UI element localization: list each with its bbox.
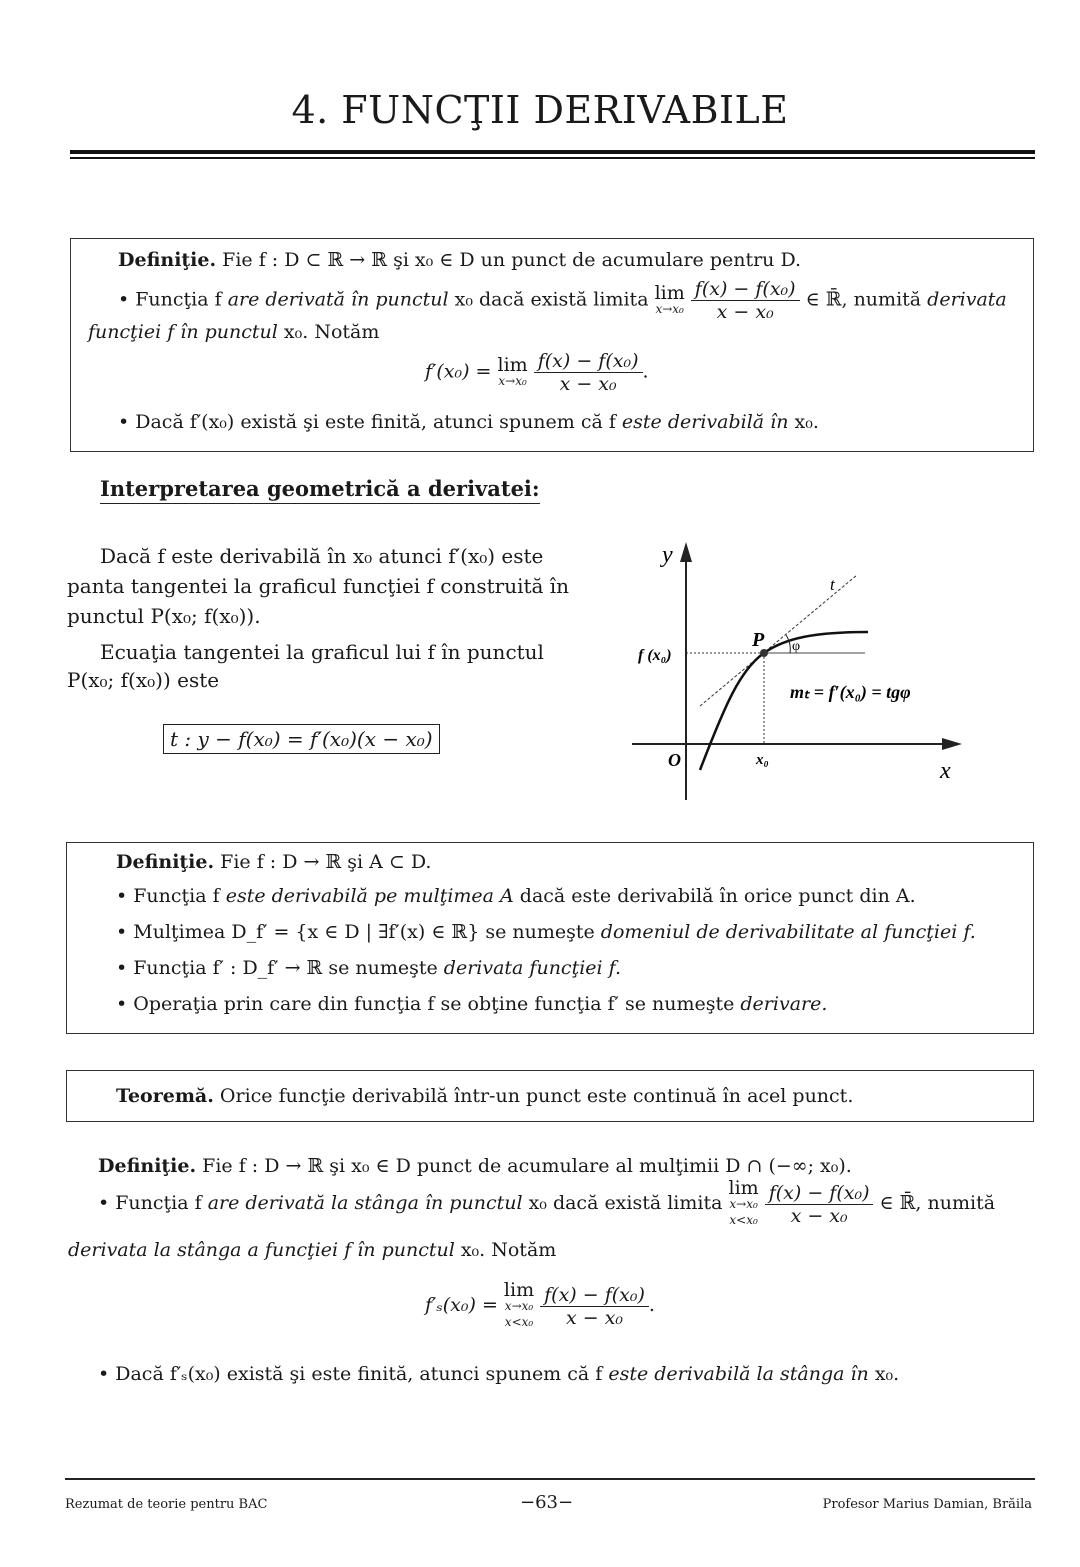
def3-fraction bbox=[765, 1182, 874, 1227]
page-title: 4. FUNCŢII DERIVABILE bbox=[291, 88, 789, 132]
lim-sub2: x<x₀ bbox=[504, 1315, 534, 1329]
frac-den: x − x₀ bbox=[716, 301, 774, 323]
bullet-emph: este derivabilă pe mulţimea A bbox=[225, 885, 514, 907]
def3-bullet1 bbox=[98, 1177, 996, 1228]
def1-limit bbox=[654, 281, 685, 317]
def1-bullet1-e: derivata bbox=[927, 288, 1007, 311]
def3-bullet1-c: x₀ dacă există limita bbox=[522, 1192, 723, 1214]
formula-limit bbox=[497, 353, 528, 389]
tangent-label: t bbox=[830, 575, 835, 594]
formula-lhs: f′ₛ(x₀) = bbox=[425, 1294, 498, 1316]
x-axis-label: x bbox=[940, 758, 951, 784]
def3-bullet2-c: x₀. bbox=[868, 1363, 900, 1385]
geometric-line-2: panta tangentei la graficul funcţiei f construită în bbox=[67, 574, 570, 598]
def2-heading: Definiţie. bbox=[116, 851, 215, 873]
def1-intro-line bbox=[118, 248, 801, 272]
geometric-line-5: P(x₀; f(x₀)) este bbox=[67, 668, 220, 692]
def1-bullet1-d: ∈ ℝ̄, numită bbox=[799, 288, 928, 311]
title-rule-thick bbox=[70, 150, 1035, 154]
def3-bullet2-a: • Dacă f′ₛ(x₀) există şi este finită, atunci spunem că f bbox=[98, 1363, 609, 1385]
def1-intro: Fie f : D ⊂ ℝ → ℝ şi x₀ ∈ D un punct de acumulare pentru D. bbox=[222, 249, 802, 271]
frac-den: x − x₀ bbox=[566, 1306, 624, 1329]
bullet-text: • Funcţia f′ : D_f′ → ℝ se numeşte bbox=[116, 957, 444, 979]
formula-limit bbox=[503, 1279, 535, 1330]
formula-lhs: f′(x₀) = bbox=[425, 360, 492, 383]
def1-line2-a: funcţiei f în punctul bbox=[88, 321, 278, 343]
title-rule-thin bbox=[70, 157, 1035, 159]
def1-bullet2-a: • Dacă f′(x₀) există şi este finită, atunci spunem că f bbox=[118, 411, 622, 433]
def1-bullet2 bbox=[118, 410, 819, 434]
def3-heading: Definiţie. bbox=[98, 1155, 197, 1177]
theorem-line bbox=[116, 1084, 853, 1108]
def1-bullet1-b: are derivată în punctul bbox=[227, 288, 449, 311]
frac-num: f(x) − f(x₀) bbox=[534, 350, 643, 373]
bullet-emph: domeniul de derivabilitate al funcţiei f. bbox=[600, 921, 976, 943]
frac-den: x − x₀ bbox=[559, 373, 617, 395]
frac-den: x − x₀ bbox=[790, 1204, 848, 1227]
lim-sub1: x→x₀ bbox=[729, 1197, 758, 1211]
tangent-equation-box: t : y − f(x₀) = f′(x₀)(x − x₀) bbox=[163, 724, 440, 754]
angle-label: φ bbox=[792, 639, 801, 654]
formula-fraction bbox=[540, 1284, 649, 1329]
def1-line2-b: x₀. Notăm bbox=[277, 321, 380, 343]
def3-intro: Fie f : D → ℝ şi x₀ ∈ D punct de acumulare al mulţimii D ∩ (−∞; x₀). bbox=[202, 1155, 852, 1177]
def3-bullet1-b: are derivată la stânga în punctul bbox=[207, 1192, 523, 1214]
bullet-text: • Funcţia f bbox=[116, 885, 226, 907]
formula-fraction bbox=[534, 350, 643, 395]
lim-sub: x→x₀ bbox=[655, 301, 684, 316]
def1-bullet2-b: este derivabilă în bbox=[621, 411, 789, 433]
footer-left: Rezumat de teorie pentru BAC bbox=[65, 1497, 268, 1512]
def1-fraction bbox=[691, 278, 800, 323]
lim-label: lim bbox=[497, 353, 528, 376]
def1-heading: Definiţie. bbox=[118, 249, 217, 271]
def1-line2 bbox=[88, 320, 379, 344]
def3-formula bbox=[425, 1279, 655, 1330]
def1-bullet1 bbox=[118, 278, 1007, 323]
angle-arc bbox=[786, 635, 790, 653]
def1-bullet1-c: x₀ dacă există limita bbox=[448, 288, 649, 311]
theorem-heading: Teoremă. bbox=[116, 1085, 214, 1107]
bullet-text: • Operaţia prin care din funcţia f se obţine funcţia f′ se numeşte bbox=[116, 993, 741, 1015]
frac-num: f(x) − f(x₀) bbox=[540, 1284, 649, 1307]
lim-label: lim bbox=[728, 1177, 759, 1199]
geometric-line-3: punctul P(x₀; f(x₀)). bbox=[67, 604, 261, 628]
def1-bullet2-c: x₀. bbox=[788, 411, 819, 433]
lim-sub1: x→x₀ bbox=[504, 1299, 534, 1313]
footer-right: Profesor Marius Damian, Brăila bbox=[822, 1497, 1032, 1512]
bullet-emph: derivare. bbox=[740, 993, 828, 1015]
lim-sub: x→x₀ bbox=[498, 373, 527, 388]
def3-bullet2-b: este derivabilă la stânga în bbox=[608, 1363, 869, 1385]
formula-end: . bbox=[648, 1294, 655, 1316]
bullet-tail: dacă este derivabilă în orice punct din A. bbox=[513, 885, 916, 907]
y-axis-arrow-icon bbox=[680, 542, 692, 562]
formula-end: . bbox=[642, 360, 649, 383]
lim-label: lim bbox=[503, 1279, 535, 1301]
bullet-emph: derivata funcţiei f. bbox=[443, 957, 622, 979]
y-axis-label: y bbox=[662, 542, 673, 568]
x0-label: x₀ bbox=[756, 752, 769, 768]
def2-intro: Fie f : D → ℝ şi A ⊂ D. bbox=[220, 851, 432, 873]
section-heading-geometric: Interpretarea geometrică a derivatei: bbox=[100, 476, 540, 504]
def2-bullet-4 bbox=[116, 992, 827, 1016]
geometric-line-1: Dacă f este derivabilă în x₀ atunci f′(x₀) este bbox=[100, 544, 544, 568]
frac-num: f(x) − f(x₀) bbox=[691, 278, 800, 301]
lim-label: lim bbox=[654, 281, 685, 304]
def3-bullet2 bbox=[98, 1362, 899, 1386]
frac-num: f(x) − f(x₀) bbox=[765, 1182, 874, 1205]
geometric-line-4: Ecuaţia tangentei la graficul lui f în punctul bbox=[100, 640, 544, 664]
def2-bullet-1 bbox=[116, 884, 916, 908]
lim-sub2: x<x₀ bbox=[729, 1213, 758, 1227]
bullet-text: • Mulţimea D_f′ = {x ∈ D | ∃f′(x) ∈ ℝ} se numeşte bbox=[116, 921, 601, 943]
slope-formula: mₜ = f′(x₀) = tgφ bbox=[790, 682, 911, 702]
def2-intro-line bbox=[116, 850, 431, 874]
page-number: −63− bbox=[520, 1492, 574, 1513]
def3-line2 bbox=[68, 1238, 556, 1262]
def3-line2-a: derivata la stânga a funcţiei f în punctul bbox=[68, 1239, 455, 1261]
tangent-figure bbox=[600, 530, 980, 810]
def1-bullet1-a: • Funcţia f bbox=[118, 288, 228, 311]
def1-formula bbox=[425, 350, 649, 395]
theorem-text: Orice funcţie derivabilă într-un punct este continuă în acel punct. bbox=[219, 1085, 854, 1107]
origin-label: O bbox=[668, 750, 681, 770]
point-p-label: P bbox=[752, 629, 765, 651]
def2-bullet-3 bbox=[116, 956, 621, 980]
def3-intro-line bbox=[98, 1154, 852, 1178]
def3-bullet1-a: • Funcţia f bbox=[98, 1192, 208, 1214]
def3-line2-b: x₀. Notăm bbox=[454, 1239, 557, 1261]
def3-bullet1-d: ∈ ℝ̄, numită bbox=[873, 1192, 996, 1214]
fx0-label: f (x₀) bbox=[638, 647, 672, 664]
def3-limit bbox=[728, 1177, 759, 1228]
def2-bullet-2 bbox=[116, 920, 976, 944]
x-axis-arrow-icon bbox=[942, 738, 962, 750]
footer-rule bbox=[65, 1478, 1035, 1480]
